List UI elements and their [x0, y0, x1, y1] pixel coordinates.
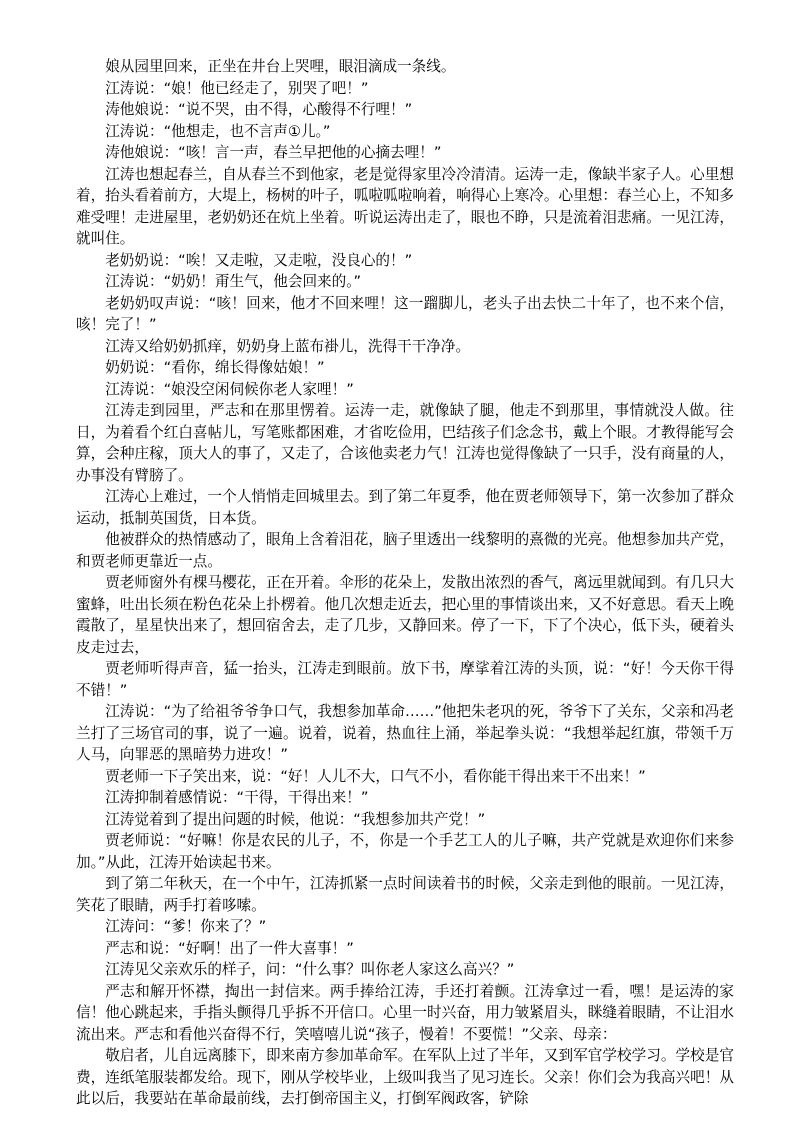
paragraph: 老奶奶叹声说：“咳！回来，他才不回来哩！这一蹓脚儿，老头子出去快二十年了，也不来个信，咳！完了！”: [76, 294, 734, 333]
paragraph: 江涛说：“为了给祖爷爷争口气，我想参加革命……”他把朱老巩的死，爷爷下了关东，父亲和冯老兰打了三场官司的事，说了一遍。说着，说着，热血往上涌，举起拳头说：“我想举起红旗，带领千万人马，向罪恶的黑暗势力进攻！”: [76, 703, 734, 763]
paragraph: 江涛见父亲欢乐的样子，问：“什么事？叫你老人家这么高兴？”: [105, 961, 515, 978]
paragraph: 涛他娘说：“咳！言一声，春兰早把他的心摘去哩！”: [105, 144, 442, 161]
paragraph: 贾老师听得声音，猛一抬头，江涛走到眼前。放下书，摩挲着江涛的头顶，说：“好！今天你干得不错！”: [76, 660, 734, 699]
paragraph: 贾老师窗外有棵马樱花，正在开着。伞形的花朵上，发散出浓烈的香气，离远里就闻到。有几只大蜜蜂，吐出长须在粉色花朵上扑楞着。他几次想走近去，把心里的事情谈出来，又不好意思。看天上晚霞散了，星星快出来了，想回宿舍去，走了几步，又静回来。停了一下，下了个决心，低下头，硬着头皮走过去，: [76, 574, 734, 656]
paragraph: 江涛问：“爹！你来了？”: [105, 918, 267, 935]
paragraph: 江涛说：“娘！他已经走了，别哭了吧！”: [105, 79, 369, 97]
paragraph: 江涛走到园里，严志和在那里愣着。运涛一走，就像缺了腿，他走不到那里，事情就没人做。往日，为着看个红白喜帖儿，写笔账都困难，才省吃俭用，巴结孩子们念念书，戴上个眼。才教得能写会算，会种庄稼，顶大人的事了，又走了，合该他卖老力气！江涛也觉得像缺了一只手，没有商量的人，办事没有臂膀了。: [76, 402, 734, 484]
paragraph: 严志和解开怀襟，掏出一封信来。两手捧给江涛，手还打着颤。江涛拿过一看，嘿！是运涛的家信！他心跳起来，手指头颤得几乎拆不开信口。心里一时兴奋，用力皱紧眉头，眯缝着眼睛，不让泪水流出来。严志和看他兴奋得不行，笑嘻嘻儿说“孩子，慢着！不要慌！”父亲、母亲：: [76, 982, 734, 1043]
paragraph: 江涛心上难过，一个人悄悄走回城里去。到了第二年夏季，他在贾老师领导下，第一次参加了群众运动，抵制英国货，日本货。: [76, 488, 734, 527]
paragraph: 敬启者，儿自远离膝下，即来南方参加革命军。在军队上过了半年，又到军官学校学习。学校是官费，连纸笔服装都发给。现下，刚从学校毕业，上级叫我当了见习连长。父亲！你们会为我高兴吧！从此以后，我要站在革命最前线，去打倒帝国主义，打倒军阀政客，铲除: [76, 1047, 734, 1107]
paragraph: 江涛说：“奶奶！甭生气，他会回来的。”: [105, 273, 362, 290]
paragraph: 贾老师说：“好嘛！你是农民的儿子，不，你是一个手艺工人的儿子嘛，共产党就是欢迎你们来参加。”从此，江涛开始读起书来。: [76, 832, 734, 871]
paragraph: 涛他娘说：“说不哭，由不得，心酸得不行哩！”: [105, 101, 413, 118]
paragraph: 江涛也想起春兰，自从春兰不到他家，老是觉得家里冷冷清清。运涛一走，像缺半家子人。心里想着，抬头看着前方，大堤上，杨树的叶子，呱啦呱啦响着，响得心上寒冷。心里想：春兰心上，不知多难受哩！走进屋里，老奶奶还在炕上坐着。听说运涛出走了，眼也不睁，只是流着泪悲痛。一见江涛，就叫住。: [76, 165, 734, 247]
paragraph: 娘从园里回来，正坐在井台上哭哩，眼泪滴成一条线。: [105, 58, 456, 75]
paragraph: 奶奶说：“看你，绵长得像姑娘！”: [105, 359, 325, 376]
paragraph: 江涛觉着到了提出问题的时候，他说：“我想参加共产党！”: [105, 810, 486, 828]
paragraph: 他被群众的热情感动了，眼角上含着泪花，脑子里透出一线黎明的熹微的光亮。他想参加共产党，和贾老师更靠近一点。: [76, 531, 734, 570]
paragraph: 江涛抑制着感情说：“干得，干得出来！”: [105, 789, 369, 806]
paragraph: 江涛又给奶奶抓痒，奶奶身上蓝布褂儿，洗得干干净净。: [105, 337, 471, 355]
paragraph: 严志和说：“好啊！出了一件大喜事！”: [105, 939, 354, 957]
paragraph: 江涛说：“娘没空闲伺候你老人家哩！”: [105, 380, 354, 398]
document-body: [76, 56, 734, 1110]
paragraph: 江涛说：“他想走，也不言声①儿。”: [105, 122, 331, 140]
paragraph: 老奶奶说：“唉！又走啦，又走啦，没良心的！”: [105, 251, 413, 269]
paragraph: 贾老师一下子笑出来，说：“好！人儿不大，口气不小，看你能干得出来干不出来！”: [105, 767, 646, 785]
paragraph: 到了第二年秋天，在一个中午，江涛抓紧一点时间读着书的时候，父亲走到他的眼前。一见江涛，笑花了眼睛，两手打着哆嗦。: [76, 875, 734, 914]
